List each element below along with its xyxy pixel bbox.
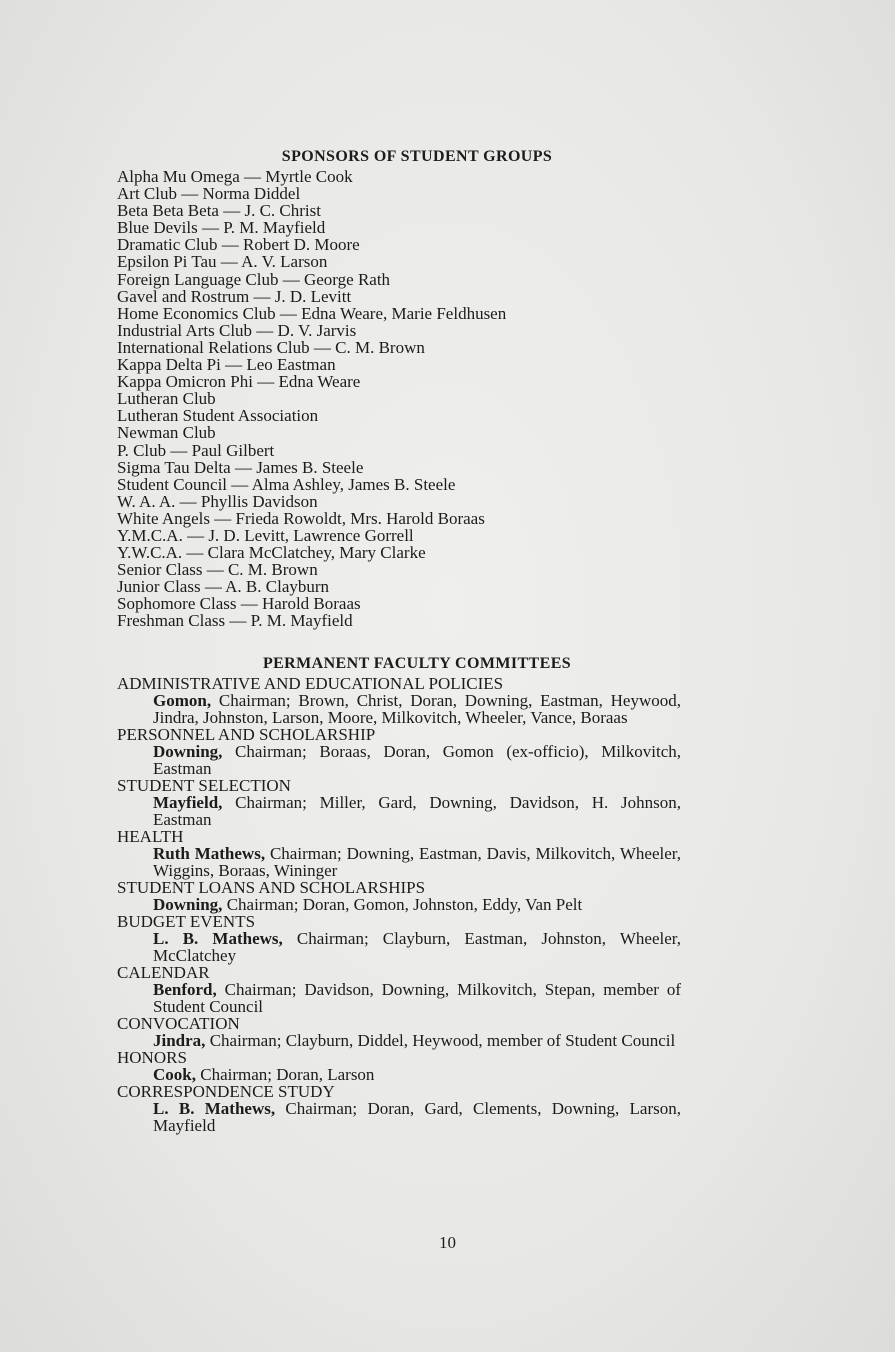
committee-title: BUDGET EVENTS [117,911,256,931]
committee-chair: Downing, [153,894,223,914]
committees-section [117,654,717,1134]
sponsor-line: Junior Class — A. B. Clayburn [117,577,330,597]
committee-member-list: Chairman; Downing, Eastman, Davis, Milkovitch, Wheeler, Wiggins, Boraas, Wininger [153,843,681,880]
committee-members [117,794,681,828]
committee-title: CONVOCATION [117,1013,240,1033]
committee-member-list: Chairman; Doran, Gard, Clements, Downing, Larson, Mayfield [153,1098,681,1135]
sponsor-line: Alpha Mu Omega — Myrtle Cook [117,167,353,186]
sponsor-line: Epsilon Pi Tau — A. V. Larson [117,252,328,272]
sponsors-heading: SPONSORS OF STUDENT GROUPS [281,148,553,165]
committee-chair: Mayfield, [153,792,223,812]
sponsor-line: W. A. A. — Phyllis Davidson [117,491,318,511]
sponsor-line: Sophomore Class — Harold Boraas [117,594,361,614]
committee-chair: Jindra, [153,1030,206,1050]
committee-member-list: Chairman; Brown, Christ, Doran, Downing, Eastman, Heywood, Jindra, Johnston, Larson, Moore, Milkovitch, Wheeler, Vance, Boraas [153,690,681,727]
committee-members [117,896,681,913]
sponsor-line: International Relations Club — C. M. Brown [117,337,425,357]
sponsor-line: Y.W.C.A. — Clara McClatchey, Mary Clarke [117,543,426,563]
committee-chair: Ruth Mathews, [153,843,266,863]
committee-title: CORRESPONDENCE STUDY [117,1081,335,1101]
sponsor-line: Blue Devils — P. M. Mayfield [117,218,326,238]
sponsor-line: Gavel and Rostrum — J. D. Levitt [117,286,352,306]
committee-members [117,845,681,879]
committee-title: CALENDAR [117,962,210,982]
committee-chair: L. B. Mathews, [153,1098,276,1118]
committee-members [117,743,681,777]
committee-members [117,1032,681,1049]
committee-chair: Cook, [153,1064,196,1084]
committee-members [117,981,681,1015]
sponsor-line: Industrial Arts Club — D. V. Jarvis [117,320,357,340]
sponsor-line: Beta Beta Beta — J. C. Christ [117,201,321,221]
committees-heading: PERMANENT FACULTY COMMITTEES [262,654,572,672]
sponsor-list [117,168,717,630]
sponsor-line: Art Club — Norma Diddel [117,184,301,204]
committee-title: STUDENT SELECTION [117,775,291,795]
committee-member-list: Chairman; Clayburn, Diddel, Heywood, member of Student Council [205,1030,676,1050]
committee-chair: L. B. Mathews, [153,928,283,948]
committee-title: ADMINISTRATIVE AND EDUCATIONAL POLICIES [117,673,504,693]
committee-member-list: Chairman; Davidson, Downing, Milkovitch, Stepan, member of Student Council [153,979,681,1016]
committee-member-list: Chairman; Boraas, Doran, Gomon (ex-officio), Milkovitch, Eastman [153,741,681,778]
committee-chair: Benford, [153,979,217,999]
committee-title: PERSONNEL AND SCHOLARSHIP [117,724,376,744]
sponsor-line: Kappa Omicron Phi — Edna Weare [117,372,361,392]
committee-chair: Gomon, [153,690,212,710]
committee-title: STUDENT LOANS AND SCHOLARSHIPS [117,877,426,897]
sponsor-line: Dramatic Club — Robert D. Moore [117,235,360,255]
committee-member-list: Chairman; Doran, Larson [195,1064,375,1084]
committee-list [117,675,717,1134]
committee-title: HONORS [117,1047,187,1067]
committee-member-list: Chairman; Clayburn, Eastman, Johnston, Wheeler, McClatchey [153,928,681,965]
page-content [117,147,717,1134]
sponsor-line: Foreign Language Club — George Rath [117,269,391,289]
sponsor-line: Kappa Delta Pi — Leo Eastman [117,355,336,375]
committee-members [117,692,681,726]
committee-member-list: Chairman; Miller, Gard, Downing, Davidson, H. Johnson, Eastman [153,792,681,829]
page-number: 10 [439,1233,456,1252]
committee-title: HEALTH [117,826,184,846]
sponsor-line: Lutheran Club [117,389,216,409]
sponsor-line: Freshman Class — P. M. Mayfield [117,611,353,631]
sponsor-line: Newman Club [117,423,216,443]
sponsor-line: Home Economics Club — Edna Weare, Marie Feldhusen [117,303,507,323]
committee-members [117,1066,681,1083]
committee-members [117,1100,681,1134]
sponsor-line: Sigma Tau Delta — James B. Steele [117,457,364,477]
committee-chair: Downing, [153,741,223,761]
sponsor-line: Student Council — Alma Ashley, James B. Steele [117,474,456,494]
sponsor-line: Senior Class — C. M. Brown [117,560,318,580]
sponsor-line: Y.M.C.A. — J. D. Levitt, Lawrence Gorrell [117,525,414,545]
committee-members [117,930,681,964]
sponsor-line: White Angels — Frieda Rowoldt, Mrs. Harold Boraas [117,508,485,528]
sponsor-line: Lutheran Student Association [117,406,319,426]
committee-member-list: Chairman; Doran, Gomon, Johnston, Eddy, Van Pelt [222,894,583,914]
sponsor-line: P. Club — Paul Gilbert [117,440,275,460]
